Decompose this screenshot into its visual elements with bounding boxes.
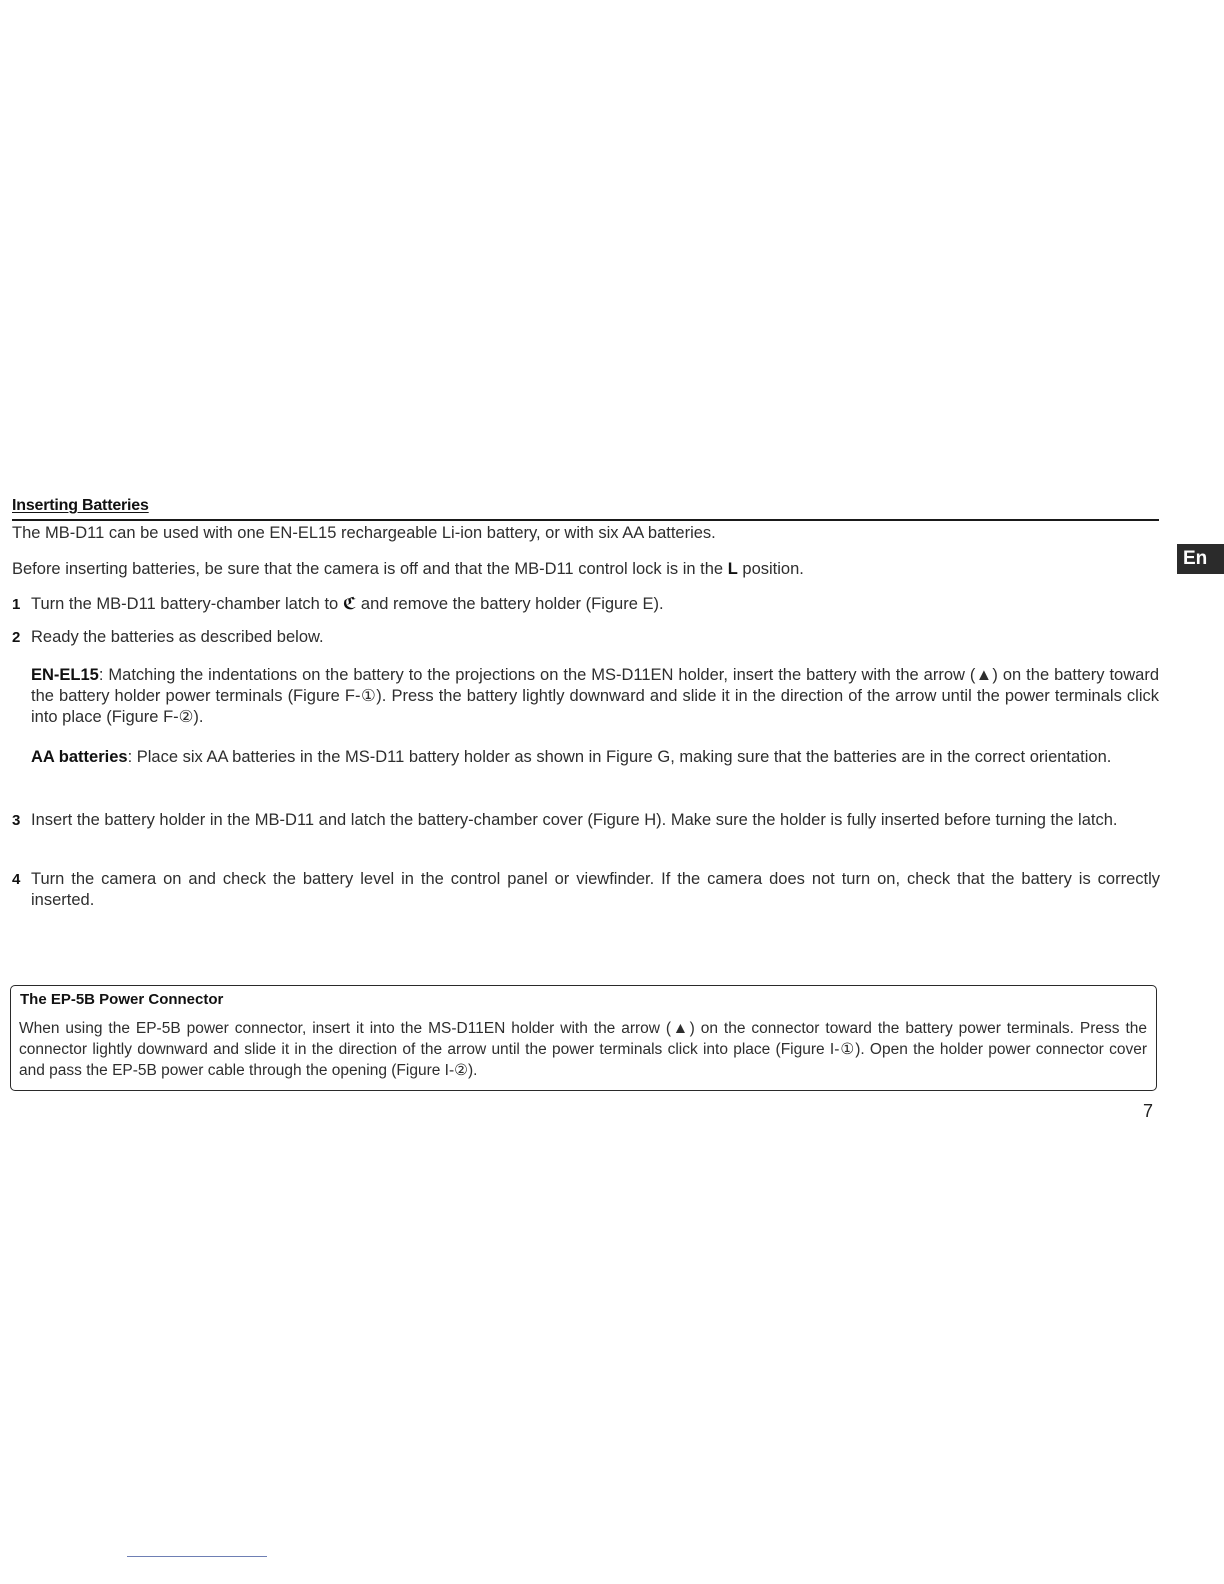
sub-item-text: : Matching the indentations on the battery to the projections on the MS-D11EN holder, insert the battery with the arrow (▲) on the battery toward the battery holder power terminals (Figure F-①). Press the battery lightly downward and slide it in the direction of the arrow until the power terminals click into place (Figure F-②).: [31, 666, 1159, 726]
footer-divider: [127, 1556, 267, 1557]
sub-item-lead: AA batteries: [31, 748, 128, 766]
step-1-text: Turn the MB-D11 battery-chamber latch to: [31, 595, 339, 613]
step-3: [12, 810, 1160, 831]
language-tab: En: [1177, 544, 1224, 574]
sub-item-en-el15: [31, 665, 1159, 728]
note-box: [10, 985, 1157, 1091]
note-title: The EP-5B Power Connector: [20, 991, 224, 1008]
section-title: Inserting Batteries: [12, 497, 149, 514]
step-2: [12, 627, 1160, 648]
step-number: 1: [12, 596, 21, 613]
title-divider: [12, 519, 1159, 521]
intro-paragraph-2-suffix: position.: [742, 560, 804, 578]
latch-symbol-icon: ℭ: [342, 595, 357, 613]
sub-item-aa-batteries: [31, 747, 1159, 768]
step-4: [12, 869, 1160, 911]
page-number: 7: [1143, 1101, 1154, 1121]
step-2-text: Ready the batteries as described below.: [31, 628, 324, 646]
step-1-text-after: and remove the battery holder (Figure E).: [360, 595, 664, 613]
intro-paragraph-2: [12, 559, 1162, 580]
lock-position-symbol: L: [727, 560, 738, 578]
step-3-text: Insert the battery holder in the MB-D11 and latch the battery-chamber cover (Figure H). Make sure the holder is fully inserted before turning the latch.: [31, 811, 1118, 829]
intro-paragraph-1: The MB-D11 can be used with one EN-EL15 rechargeable Li-ion battery, or with six AA batteries.: [12, 524, 716, 542]
step-1: [12, 594, 1160, 615]
sub-item-text: : Place six AA batteries in the MS-D11 battery holder as shown in Figure G, making sure that the batteries are in the correct orientation.: [127, 748, 1112, 766]
step-4-text: Turn the camera on and check the battery level in the control panel or viewfinder. If the camera does not turn on, check that the battery is correctly inserted.: [31, 870, 1160, 909]
sub-item-lead: EN-EL15: [31, 666, 99, 684]
step-number: 2: [12, 629, 21, 646]
step-number: 4: [12, 871, 21, 888]
intro-paragraph-2-text: Before inserting batteries, be sure that the camera is off and that the MB-D11 control lock is in the: [12, 560, 724, 578]
step-number: 3: [12, 812, 21, 829]
note-text: When using the EP-5B power connector, insert it into the MS-D11EN holder with the arrow (▲) on the connector toward the battery power terminals. Press the connector lightly downward and slide it in the direction of the arrow until the power terminals click into place (Figure I-①). Open the holder power connector cover and pass the EP-5B power cable through the opening (Figure I-②).: [19, 1020, 1147, 1079]
